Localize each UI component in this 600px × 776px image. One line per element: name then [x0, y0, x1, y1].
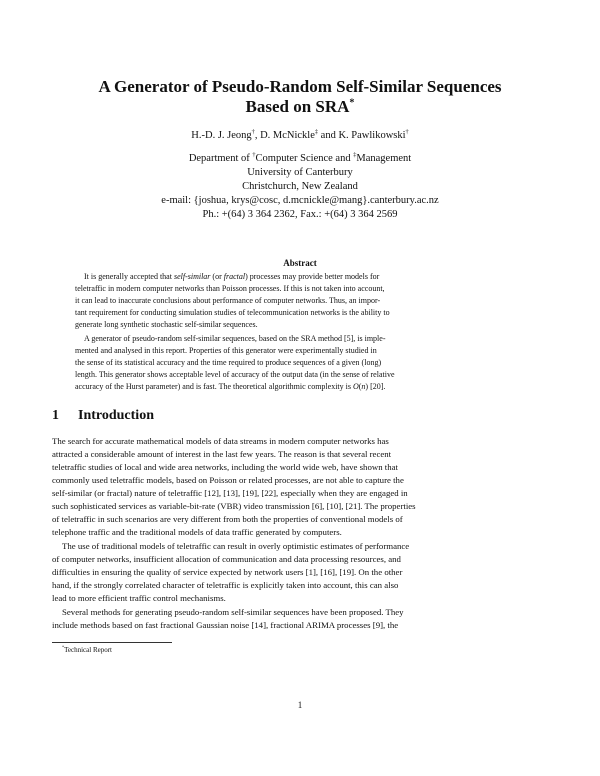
dept-suffix: Management: [356, 153, 412, 164]
body-line: hand, if the strongly correlated character of teletraffic is explicitly taken into account, this can also: [52, 580, 399, 590]
abstract-line: It is generally accepted that self-similar (or fractal) processes may provide better models for: [84, 272, 380, 281]
footnote-mark: *: [62, 644, 65, 650]
abstract-line: tant requirement for conducting simulation studies of telecommunication networks is the ability to: [75, 308, 390, 317]
phone-line: Ph.: +(64) 3 364 2362, Fax.: +(64) 3 364 2569: [202, 209, 398, 220]
email-line: e-mail: {joshua, krys@cosc, d.mcnickle@mang}.canterbury.ac.nz: [161, 195, 439, 206]
author-1-mark: †: [251, 128, 255, 136]
title-footnote-mark: *: [349, 97, 355, 109]
dept-middle: Computer Science and: [255, 153, 354, 164]
body-line: lead to more efficient traffic control mechanisms.: [52, 593, 226, 603]
body-line: of computer networks, insufficient allocation of communication and data processing resources, and: [52, 554, 401, 564]
author-3-mark: †: [405, 128, 409, 136]
body-line: commonly used teletraffic models, based on Poisson or related processes, are not able to capture the: [52, 475, 404, 485]
university-line: University of Canterbury: [247, 167, 353, 178]
body-line: of teletraffic in such scenarios are very different from both the properties of conventional models of: [52, 514, 403, 524]
body-line: Several methods for generating pseudo-random self-similar sequences have been proposed. They: [62, 607, 404, 617]
footnote: [62, 646, 112, 654]
abstract-line: mented and analysed in this report. Properties of this generator were experimentally studied in: [75, 346, 377, 355]
footnote-rule: [52, 642, 172, 643]
author-2: , D. McNickle: [254, 130, 315, 141]
body-line: teletraffic studies of local and wide area networks, including the world wide web, have shown that: [52, 462, 398, 472]
body-line: self-similar (or fractal) nature of teletraffic [12], [13], [19], [22], especially when they are engaged in: [52, 488, 408, 498]
dept-mark-2: ‡: [353, 151, 357, 159]
author-2-mark: ‡: [314, 128, 319, 136]
section-title: Introduction: [78, 408, 154, 423]
body-line: The search for accurate mathematical models of data streams in modern computer networks has: [52, 436, 389, 446]
body-line: The use of traditional models of teletraffic can result in overly optimistic estimates of performance: [62, 541, 410, 551]
section-heading: [52, 408, 154, 424]
dept-prefix: Department of: [188, 153, 253, 164]
body-line: such sophisticated services as variable-bit-rate (VBR) video transmission [6], [10], [21]. The properties: [52, 501, 416, 511]
abstract-line: length. This generator shows acceptable level of accuracy of the output data (in the sense of relative: [75, 370, 395, 379]
body-line: include methods based on fast fractional Gaussian noise [14], fractional ARIMA processes [9], the: [52, 620, 399, 630]
page-number: 1: [297, 700, 303, 710]
author-1: H.-D. J. Jeong: [191, 130, 252, 141]
department-line: [40, 153, 560, 164]
abstract-line: accuracy of the Hurst parameter) and is fast. The theoretical algorithmic complexity is O(n) [20].: [75, 382, 386, 391]
abstract-line: teletraffic in modern computer networks than Poisson processes. If this is not taken into account,: [75, 284, 385, 293]
body-line: difficulties in ensuring the quality of service expected by network users [1], [16], [19]. On the other: [52, 567, 403, 577]
footnote-text: Technical Report: [64, 646, 112, 654]
dept-mark-1: †: [252, 151, 256, 159]
body-line: attracted a considerable amount of interest in the last few years. The reason is that several recent: [52, 449, 392, 459]
abstract-line: generate long synthetic stochastic self-similar sequences.: [75, 320, 258, 329]
author-3: and K. Pawlikowski: [318, 130, 406, 141]
author-list: [40, 130, 560, 141]
abstract-heading: Abstract: [283, 258, 317, 268]
paper-title-line-1: A Generator of Pseudo-Random Self-Similar Sequences: [98, 77, 502, 96]
paper-title-text: Based on SRA: [245, 97, 350, 116]
paper-title-line-2: [40, 97, 560, 117]
city-line: Christchurch, New Zealand: [242, 181, 358, 192]
abstract-line: it can lead to inaccurate conclusions about performance of computer networks. Thus, an impor-: [75, 296, 381, 305]
body-line: telephone traffic and the traditional models of data traffic generated by computers.: [52, 527, 342, 537]
abstract-line: the sense of its statistical accuracy and the time required to produce sequences of a given (long): [75, 358, 382, 367]
abstract-line: A generator of pseudo-random self-similar sequences, based on the SRA method [5], is imple-: [84, 334, 386, 343]
section-number: 1: [52, 408, 59, 423]
